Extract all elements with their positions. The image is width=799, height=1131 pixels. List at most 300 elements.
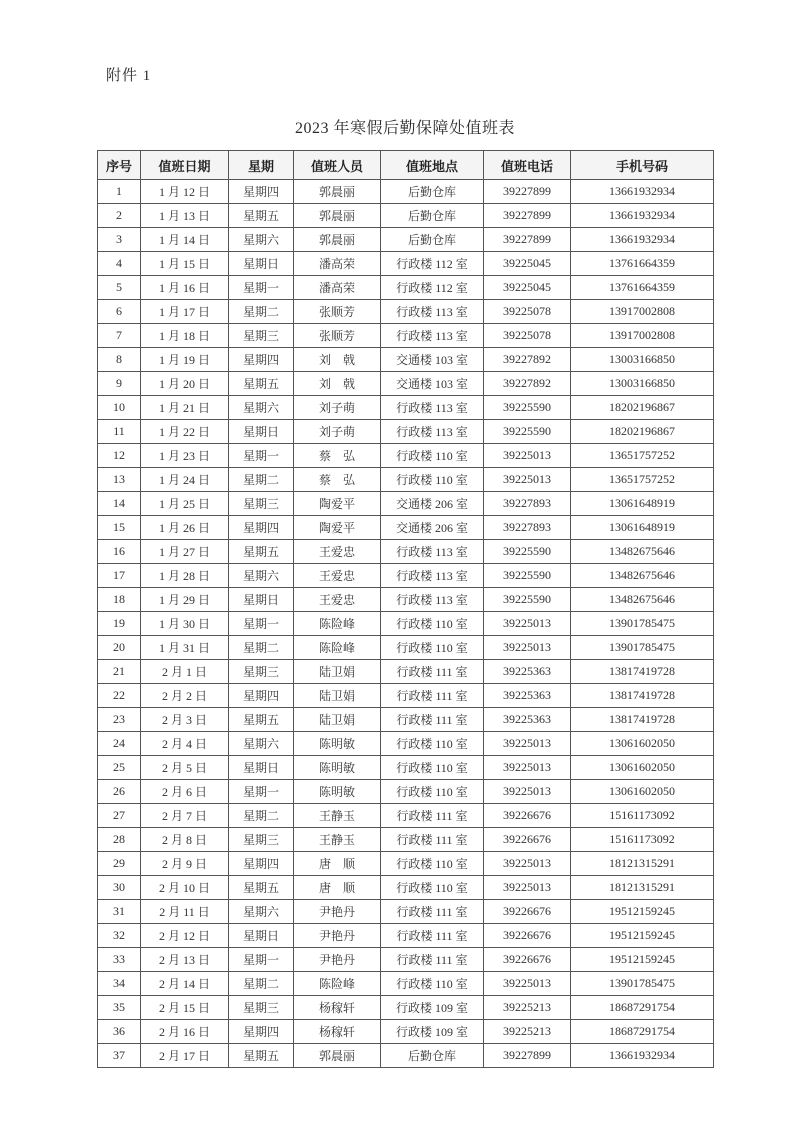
column-header-mobile: 手机号码 xyxy=(571,151,714,180)
table-row xyxy=(98,180,714,204)
cell-location: 行政楼 113 室 xyxy=(381,588,484,612)
cell-location: 行政楼 110 室 xyxy=(381,780,484,804)
cell-phone: 39225078 xyxy=(484,324,571,348)
cell-mobile: 13761664359 xyxy=(571,276,714,300)
cell-phone: 39225045 xyxy=(484,252,571,276)
cell-no: 27 xyxy=(98,804,141,828)
cell-mobile: 13482675646 xyxy=(571,564,714,588)
cell-mobile: 13061602050 xyxy=(571,756,714,780)
cell-person: 王爱忠 xyxy=(294,540,381,564)
table-row xyxy=(98,780,714,804)
cell-location: 行政楼 111 室 xyxy=(381,708,484,732)
cell-location: 行政楼 112 室 xyxy=(381,276,484,300)
cell-weekday: 星期四 xyxy=(229,348,294,372)
cell-weekday: 星期二 xyxy=(229,636,294,660)
cell-phone: 39225013 xyxy=(484,876,571,900)
cell-weekday: 星期六 xyxy=(229,900,294,924)
cell-person: 张顺芳 xyxy=(294,324,381,348)
cell-weekday: 星期二 xyxy=(229,804,294,828)
cell-date: 1 月 17 日 xyxy=(141,300,229,324)
table-body xyxy=(98,180,714,1068)
cell-location: 行政楼 113 室 xyxy=(381,324,484,348)
cell-mobile: 13061602050 xyxy=(571,732,714,756)
cell-mobile: 13661932934 xyxy=(571,228,714,252)
cell-location: 行政楼 110 室 xyxy=(381,852,484,876)
cell-phone: 39225213 xyxy=(484,1020,571,1044)
attachment-label: 附件 1 xyxy=(106,68,152,84)
cell-phone: 39225363 xyxy=(484,708,571,732)
cell-weekday: 星期一 xyxy=(229,780,294,804)
cell-person: 唐 顺 xyxy=(294,852,381,876)
cell-mobile: 13901785475 xyxy=(571,636,714,660)
cell-phone: 39225013 xyxy=(484,732,571,756)
cell-mobile: 19512159245 xyxy=(571,948,714,972)
cell-location: 行政楼 111 室 xyxy=(381,684,484,708)
column-header-date: 值班日期 xyxy=(141,151,229,180)
cell-mobile: 13817419728 xyxy=(571,684,714,708)
cell-phone: 39226676 xyxy=(484,828,571,852)
cell-person: 张顺芳 xyxy=(294,300,381,324)
cell-phone: 39226676 xyxy=(484,924,571,948)
cell-weekday: 星期日 xyxy=(229,756,294,780)
cell-person: 陈明敏 xyxy=(294,780,381,804)
cell-phone: 39225213 xyxy=(484,996,571,1020)
cell-date: 1 月 31 日 xyxy=(141,636,229,660)
cell-no: 22 xyxy=(98,684,141,708)
table-row xyxy=(98,900,714,924)
table-row xyxy=(98,516,714,540)
cell-weekday: 星期日 xyxy=(229,924,294,948)
cell-location: 行政楼 109 室 xyxy=(381,1020,484,1044)
cell-phone: 39227899 xyxy=(484,204,571,228)
cell-person: 蔡 弘 xyxy=(294,444,381,468)
table-row xyxy=(98,300,714,324)
cell-location: 后勤仓库 xyxy=(381,180,484,204)
cell-weekday: 星期一 xyxy=(229,612,294,636)
cell-person: 陈明敏 xyxy=(294,732,381,756)
cell-location: 行政楼 112 室 xyxy=(381,252,484,276)
cell-person: 王静玉 xyxy=(294,828,381,852)
cell-location: 行政楼 110 室 xyxy=(381,972,484,996)
cell-no: 35 xyxy=(98,996,141,1020)
cell-location: 行政楼 110 室 xyxy=(381,444,484,468)
column-header-person: 值班人员 xyxy=(294,151,381,180)
cell-weekday: 星期二 xyxy=(229,300,294,324)
cell-no: 1 xyxy=(98,180,141,204)
cell-weekday: 星期四 xyxy=(229,1020,294,1044)
cell-location: 行政楼 110 室 xyxy=(381,468,484,492)
cell-phone: 39227893 xyxy=(484,492,571,516)
cell-location: 行政楼 113 室 xyxy=(381,564,484,588)
table-row xyxy=(98,996,714,1020)
cell-mobile: 13061602050 xyxy=(571,780,714,804)
column-header-no: 序号 xyxy=(98,151,141,180)
cell-date: 1 月 30 日 xyxy=(141,612,229,636)
table-row xyxy=(98,924,714,948)
cell-date: 2 月 16 日 xyxy=(141,1020,229,1044)
cell-mobile: 18202196867 xyxy=(571,420,714,444)
table-row xyxy=(98,636,714,660)
cell-date: 1 月 29 日 xyxy=(141,588,229,612)
cell-mobile: 13651757252 xyxy=(571,444,714,468)
cell-location: 交通楼 103 室 xyxy=(381,372,484,396)
cell-phone: 39226676 xyxy=(484,948,571,972)
cell-phone: 39225363 xyxy=(484,660,571,684)
cell-no: 31 xyxy=(98,900,141,924)
cell-phone: 39227899 xyxy=(484,228,571,252)
cell-date: 1 月 27 日 xyxy=(141,540,229,564)
table-row xyxy=(98,492,714,516)
cell-weekday: 星期三 xyxy=(229,996,294,1020)
cell-mobile: 13817419728 xyxy=(571,660,714,684)
table-row xyxy=(98,756,714,780)
table-row xyxy=(98,564,714,588)
cell-weekday: 星期六 xyxy=(229,396,294,420)
table-row xyxy=(98,852,714,876)
table-row xyxy=(98,372,714,396)
cell-person: 刘子萌 xyxy=(294,396,381,420)
cell-date: 2 月 11 日 xyxy=(141,900,229,924)
cell-date: 2 月 15 日 xyxy=(141,996,229,1020)
cell-phone: 39225590 xyxy=(484,540,571,564)
cell-phone: 39226676 xyxy=(484,804,571,828)
cell-date: 1 月 15 日 xyxy=(141,252,229,276)
cell-date: 2 月 14 日 xyxy=(141,972,229,996)
table-row xyxy=(98,540,714,564)
cell-person: 杨稼轩 xyxy=(294,1020,381,1044)
table-row xyxy=(98,828,714,852)
cell-date: 2 月 3 日 xyxy=(141,708,229,732)
cell-location: 行政楼 110 室 xyxy=(381,636,484,660)
cell-phone: 39225013 xyxy=(484,612,571,636)
cell-phone: 39227899 xyxy=(484,180,571,204)
cell-location: 后勤仓库 xyxy=(381,228,484,252)
cell-mobile: 13901785475 xyxy=(571,612,714,636)
cell-no: 19 xyxy=(98,612,141,636)
cell-no: 3 xyxy=(98,228,141,252)
cell-phone: 39225013 xyxy=(484,636,571,660)
cell-no: 23 xyxy=(98,708,141,732)
cell-location: 行政楼 113 室 xyxy=(381,420,484,444)
table-row xyxy=(98,684,714,708)
cell-no: 6 xyxy=(98,300,141,324)
cell-phone: 39227899 xyxy=(484,1044,571,1068)
cell-mobile: 15161173092 xyxy=(571,828,714,852)
cell-mobile: 13003166850 xyxy=(571,372,714,396)
cell-no: 16 xyxy=(98,540,141,564)
table-row xyxy=(98,948,714,972)
cell-weekday: 星期四 xyxy=(229,516,294,540)
cell-weekday: 星期三 xyxy=(229,324,294,348)
cell-no: 24 xyxy=(98,732,141,756)
cell-phone: 39225590 xyxy=(484,396,571,420)
cell-mobile: 13917002808 xyxy=(571,324,714,348)
table-row xyxy=(98,804,714,828)
cell-no: 9 xyxy=(98,372,141,396)
cell-date: 1 月 14 日 xyxy=(141,228,229,252)
cell-weekday: 星期四 xyxy=(229,684,294,708)
table-row xyxy=(98,444,714,468)
cell-person: 唐 顺 xyxy=(294,876,381,900)
cell-location: 后勤仓库 xyxy=(381,1044,484,1068)
cell-phone: 39227892 xyxy=(484,372,571,396)
cell-mobile: 13817419728 xyxy=(571,708,714,732)
cell-weekday: 星期三 xyxy=(229,660,294,684)
cell-weekday: 星期五 xyxy=(229,1044,294,1068)
cell-person: 刘 戟 xyxy=(294,348,381,372)
cell-weekday: 星期五 xyxy=(229,540,294,564)
cell-person: 王静玉 xyxy=(294,804,381,828)
cell-date: 2 月 9 日 xyxy=(141,852,229,876)
cell-date: 1 月 12 日 xyxy=(141,180,229,204)
cell-location: 行政楼 111 室 xyxy=(381,924,484,948)
table-row xyxy=(98,204,714,228)
cell-phone: 39225590 xyxy=(484,588,571,612)
cell-no: 13 xyxy=(98,468,141,492)
cell-phone: 39225013 xyxy=(484,444,571,468)
cell-person: 尹艳丹 xyxy=(294,924,381,948)
cell-weekday: 星期五 xyxy=(229,204,294,228)
cell-phone: 39225590 xyxy=(484,564,571,588)
cell-mobile: 19512159245 xyxy=(571,924,714,948)
cell-weekday: 星期六 xyxy=(229,228,294,252)
cell-no: 37 xyxy=(98,1044,141,1068)
cell-phone: 39225013 xyxy=(484,780,571,804)
cell-mobile: 13901785475 xyxy=(571,972,714,996)
cell-person: 郭晨丽 xyxy=(294,228,381,252)
cell-mobile: 13661932934 xyxy=(571,204,714,228)
cell-person: 刘子萌 xyxy=(294,420,381,444)
table-row xyxy=(98,396,714,420)
table-row xyxy=(98,468,714,492)
table-row xyxy=(98,876,714,900)
cell-person: 陆卫娟 xyxy=(294,708,381,732)
cell-person: 郭晨丽 xyxy=(294,204,381,228)
cell-no: 36 xyxy=(98,1020,141,1044)
cell-weekday: 星期四 xyxy=(229,852,294,876)
cell-weekday: 星期六 xyxy=(229,564,294,588)
cell-location: 行政楼 111 室 xyxy=(381,948,484,972)
table-row xyxy=(98,708,714,732)
column-header-weekday: 星期 xyxy=(229,151,294,180)
cell-location: 行政楼 111 室 xyxy=(381,900,484,924)
table-row xyxy=(98,660,714,684)
cell-person: 王爱忠 xyxy=(294,588,381,612)
table-row xyxy=(98,348,714,372)
table-row xyxy=(98,252,714,276)
cell-weekday: 星期三 xyxy=(229,492,294,516)
cell-phone: 39227892 xyxy=(484,348,571,372)
table-row xyxy=(98,612,714,636)
cell-person: 郭晨丽 xyxy=(294,180,381,204)
cell-no: 14 xyxy=(98,492,141,516)
cell-mobile: 19512159245 xyxy=(571,900,714,924)
cell-weekday: 星期日 xyxy=(229,252,294,276)
cell-location: 行政楼 113 室 xyxy=(381,300,484,324)
cell-mobile: 18202196867 xyxy=(571,396,714,420)
cell-mobile: 13061648919 xyxy=(571,516,714,540)
cell-no: 11 xyxy=(98,420,141,444)
cell-person: 陆卫娟 xyxy=(294,660,381,684)
cell-mobile: 13661932934 xyxy=(571,1044,714,1068)
cell-weekday: 星期六 xyxy=(229,732,294,756)
cell-weekday: 星期一 xyxy=(229,444,294,468)
cell-date: 2 月 13 日 xyxy=(141,948,229,972)
cell-weekday: 星期一 xyxy=(229,276,294,300)
cell-person: 尹艳丹 xyxy=(294,900,381,924)
cell-date: 2 月 2 日 xyxy=(141,684,229,708)
table-row xyxy=(98,228,714,252)
cell-mobile: 13061648919 xyxy=(571,492,714,516)
cell-weekday: 星期四 xyxy=(229,180,294,204)
cell-date: 1 月 18 日 xyxy=(141,324,229,348)
cell-date: 2 月 4 日 xyxy=(141,732,229,756)
page-title: 2023 年寒假后勤保障处值班表 xyxy=(294,120,515,137)
cell-no: 33 xyxy=(98,948,141,972)
cell-no: 15 xyxy=(98,516,141,540)
cell-date: 1 月 24 日 xyxy=(141,468,229,492)
cell-location: 行政楼 109 室 xyxy=(381,996,484,1020)
cell-location: 行政楼 111 室 xyxy=(381,660,484,684)
cell-phone: 39227893 xyxy=(484,516,571,540)
table-row xyxy=(98,324,714,348)
cell-person: 陈险峰 xyxy=(294,972,381,996)
cell-date: 1 月 19 日 xyxy=(141,348,229,372)
cell-date: 2 月 7 日 xyxy=(141,804,229,828)
table-row xyxy=(98,420,714,444)
cell-weekday: 星期二 xyxy=(229,468,294,492)
cell-no: 17 xyxy=(98,564,141,588)
cell-no: 4 xyxy=(98,252,141,276)
cell-phone: 39225078 xyxy=(484,300,571,324)
cell-person: 杨稼轩 xyxy=(294,996,381,1020)
cell-person: 陈险峰 xyxy=(294,636,381,660)
cell-no: 25 xyxy=(98,756,141,780)
cell-mobile: 13761664359 xyxy=(571,252,714,276)
cell-phone: 39225590 xyxy=(484,420,571,444)
cell-date: 2 月 6 日 xyxy=(141,780,229,804)
cell-weekday: 星期二 xyxy=(229,972,294,996)
header-row xyxy=(98,151,714,180)
cell-location: 行政楼 113 室 xyxy=(381,396,484,420)
cell-weekday: 星期三 xyxy=(229,828,294,852)
cell-weekday: 星期五 xyxy=(229,708,294,732)
cell-mobile: 13003166850 xyxy=(571,348,714,372)
cell-date: 2 月 10 日 xyxy=(141,876,229,900)
column-header-phone: 值班电话 xyxy=(484,151,571,180)
cell-no: 28 xyxy=(98,828,141,852)
cell-person: 蔡 弘 xyxy=(294,468,381,492)
cell-phone: 39225013 xyxy=(484,972,571,996)
cell-date: 1 月 16 日 xyxy=(141,276,229,300)
cell-phone: 39225013 xyxy=(484,756,571,780)
cell-location: 行政楼 113 室 xyxy=(381,540,484,564)
table-row xyxy=(98,1020,714,1044)
cell-mobile: 18687291754 xyxy=(571,996,714,1020)
cell-date: 1 月 23 日 xyxy=(141,444,229,468)
cell-weekday: 星期日 xyxy=(229,588,294,612)
cell-no: 21 xyxy=(98,660,141,684)
cell-no: 12 xyxy=(98,444,141,468)
cell-date: 1 月 20 日 xyxy=(141,372,229,396)
cell-person: 陈明敏 xyxy=(294,756,381,780)
cell-location: 行政楼 110 室 xyxy=(381,732,484,756)
cell-mobile: 18687291754 xyxy=(571,1020,714,1044)
cell-date: 1 月 21 日 xyxy=(141,396,229,420)
cell-location: 行政楼 110 室 xyxy=(381,876,484,900)
cell-mobile: 13661932934 xyxy=(571,180,714,204)
cell-location: 行政楼 111 室 xyxy=(381,804,484,828)
table-row xyxy=(98,732,714,756)
cell-no: 18 xyxy=(98,588,141,612)
cell-location: 行政楼 111 室 xyxy=(381,828,484,852)
cell-no: 7 xyxy=(98,324,141,348)
cell-date: 2 月 8 日 xyxy=(141,828,229,852)
cell-location: 行政楼 110 室 xyxy=(381,756,484,780)
cell-date: 2 月 5 日 xyxy=(141,756,229,780)
cell-mobile: 13482675646 xyxy=(571,588,714,612)
table-row xyxy=(98,972,714,996)
duty-table xyxy=(97,150,714,1068)
cell-mobile: 13482675646 xyxy=(571,540,714,564)
cell-weekday: 星期一 xyxy=(229,948,294,972)
cell-person: 王爱忠 xyxy=(294,564,381,588)
cell-date: 2 月 12 日 xyxy=(141,924,229,948)
cell-phone: 39225013 xyxy=(484,852,571,876)
cell-phone: 39225013 xyxy=(484,468,571,492)
cell-no: 5 xyxy=(98,276,141,300)
cell-date: 1 月 25 日 xyxy=(141,492,229,516)
cell-mobile: 15161173092 xyxy=(571,804,714,828)
cell-location: 交通楼 206 室 xyxy=(381,492,484,516)
cell-mobile: 13651757252 xyxy=(571,468,714,492)
cell-no: 32 xyxy=(98,924,141,948)
cell-weekday: 星期五 xyxy=(229,372,294,396)
cell-phone: 39226676 xyxy=(484,900,571,924)
cell-no: 34 xyxy=(98,972,141,996)
cell-location: 后勤仓库 xyxy=(381,204,484,228)
cell-person: 陆卫娟 xyxy=(294,684,381,708)
cell-weekday: 星期五 xyxy=(229,876,294,900)
cell-no: 2 xyxy=(98,204,141,228)
cell-person: 尹艳丹 xyxy=(294,948,381,972)
cell-person: 陶爱平 xyxy=(294,516,381,540)
cell-phone: 39225045 xyxy=(484,276,571,300)
cell-no: 20 xyxy=(98,636,141,660)
cell-date: 1 月 13 日 xyxy=(141,204,229,228)
cell-location: 交通楼 103 室 xyxy=(381,348,484,372)
table-row xyxy=(98,588,714,612)
cell-person: 陈险峰 xyxy=(294,612,381,636)
cell-no: 26 xyxy=(98,780,141,804)
cell-date: 1 月 28 日 xyxy=(141,564,229,588)
cell-date: 1 月 26 日 xyxy=(141,516,229,540)
cell-no: 10 xyxy=(98,396,141,420)
cell-person: 刘 戟 xyxy=(294,372,381,396)
cell-date: 2 月 1 日 xyxy=(141,660,229,684)
cell-no: 8 xyxy=(98,348,141,372)
cell-phone: 39225363 xyxy=(484,684,571,708)
cell-no: 29 xyxy=(98,852,141,876)
table-row xyxy=(98,1044,714,1068)
cell-date: 1 月 22 日 xyxy=(141,420,229,444)
column-header-location: 值班地点 xyxy=(381,151,484,180)
cell-no: 30 xyxy=(98,876,141,900)
cell-mobile: 18121315291 xyxy=(571,852,714,876)
cell-weekday: 星期日 xyxy=(229,420,294,444)
cell-person: 潘高荣 xyxy=(294,276,381,300)
cell-mobile: 13917002808 xyxy=(571,300,714,324)
